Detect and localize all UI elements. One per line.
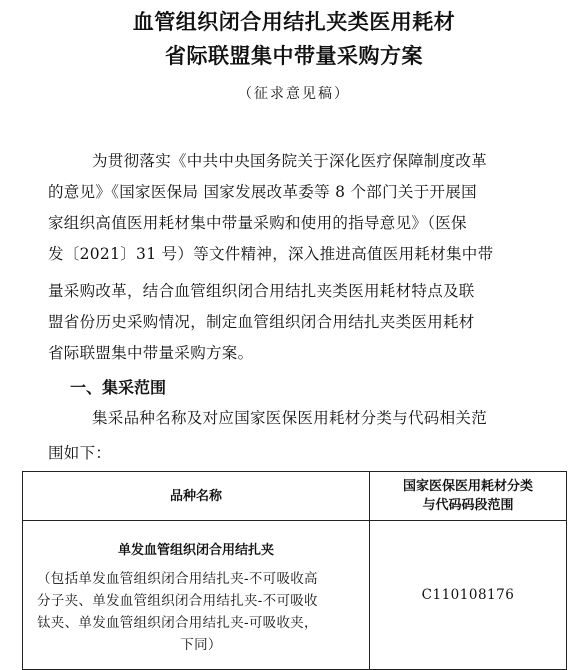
intro-paragraph-line: 的意见》《国家医保局 国家发展改革委等 8 个部门关于开展国 — [48, 183, 477, 201]
product-description-line: 下同） — [180, 636, 222, 653]
product-description-line: 分子夹、单发血管组织闭合用结扎夹-不可吸收 — [37, 592, 318, 609]
document-title-line-1: 血管组织闭合用结扎夹类医用耗材 — [132, 10, 456, 34]
table-header-classification-code — [370, 472, 567, 521]
product-description-line: （包括单发血管组织闭合用结扎夹-不可吸收高 — [37, 570, 318, 587]
intro-paragraph-line: 省际联盟集中带量采购方案。 — [48, 344, 254, 362]
table-header-label: 国家医保医用耗材分类 — [402, 479, 533, 494]
table-header-label: 与代码码段范围 — [422, 498, 514, 513]
document-title-line-2: 省际联盟集中带量采购方案 — [165, 44, 423, 68]
intro-paragraph-line: 为贯彻落实《中共中央国务院关于深化医疗保障制度改革 — [92, 152, 488, 170]
classification-code-cell — [370, 521, 567, 670]
product-description-line: 钛夹、单发血管组织闭合用结扎夹-可吸收夹， — [37, 614, 318, 631]
intro-paragraph-line: 家组织高值医用耗材集中带量采购和使用的指导意见》（医保 — [48, 214, 467, 232]
product-name-cell — [23, 521, 370, 670]
section-paragraph-line: 集采品种名称及对应国家医保医用耗材分类与代码相关范 — [92, 409, 488, 427]
table-header-row — [23, 472, 567, 521]
product-name: 单发血管组织闭合用结扎夹 — [117, 542, 274, 558]
table-row — [23, 521, 567, 670]
table-header-label: 品种名称 — [169, 488, 222, 504]
section-heading-scope: 一、集采范围 — [70, 378, 167, 397]
intro-paragraph-line: 发〔2021〕31 号）等文件精神，深入推进高值医用耗材集中带 — [48, 245, 494, 263]
table-header-product-name — [23, 472, 370, 521]
intro-paragraph-line: 盟省份历史采购情况，制定血管组织闭合用结扎夹类医用耗材 — [48, 313, 475, 331]
document-subtitle: （征求意见稿） — [238, 86, 350, 102]
intro-paragraph-line: 量采购改革，结合血管组织闭合用结扎夹类医用耗材特点及联 — [48, 282, 475, 300]
classification-code: C110108176 — [421, 587, 515, 603]
section-paragraph-line: 围如下： — [48, 444, 112, 462]
procurement-scope-table — [22, 471, 567, 670]
product-description — [23, 568, 369, 656]
